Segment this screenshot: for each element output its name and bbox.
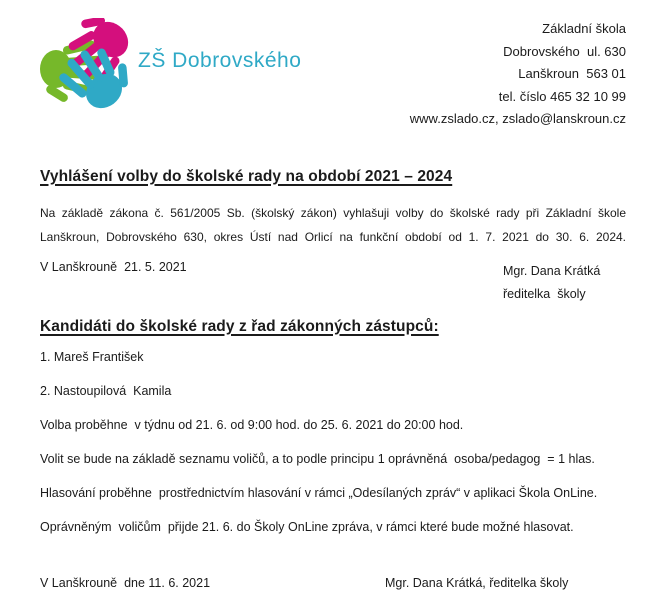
signature-block: [503, 260, 600, 306]
announcement-body: [40, 201, 626, 249]
candidate-item-2: 2. Nastoupilová Kamila: [40, 383, 172, 398]
letterhead-line-phone: tel. číslo 465 32 10 99: [498, 88, 626, 104]
voting-paragraph-schedule: Volba proběhne v týdnu od 21. 6. od 9:00 hod. do 25. 6. 2021 do 20:00 hod.: [40, 417, 464, 432]
signature-role: ředitelka školy: [503, 286, 586, 301]
footer-signature: Mgr. Dana Krátká, ředitelka školy: [385, 575, 569, 590]
letterhead-line-city: Lanškroun 563 01: [518, 66, 626, 81]
place-date-announcement: V Lanškrouně 21. 5. 2021: [40, 259, 187, 274]
candidate-item-1: 1. Mareš František: [40, 349, 144, 364]
voting-paragraph-method: Hlasování proběhne prostřednictvím hlasování v rámci „Odesílaných zpráv“ v aplikaci Škola OnLine.: [40, 485, 598, 500]
signature-row-announcement: [40, 260, 626, 307]
letterhead: [40, 14, 626, 131]
signature-row-footer: [40, 576, 626, 593]
announcement-body-line1: Na základě zákona č. 561/2005 Sb. (školský zákon) vyhlašuji volby do školské rady při Základní škole: [40, 205, 626, 220]
announcement-body-line2: Lanškroun, Dobrovského 630, okres Ústí nad Orlicí na funkční období od 1. 7. 2021 do 30. 6. 2024.: [40, 229, 626, 244]
letterhead-line-school: Základní škola: [542, 21, 626, 36]
announcement-heading: Vyhlášení volby do školské rady na období 2021 – 2024: [40, 167, 453, 185]
candidates-heading: Kandidáti do školské rady z řad zákonných zástupců:: [40, 317, 439, 335]
signature-name: Mgr. Dana Krátká: [503, 263, 601, 278]
place-date-footer: V Lanškrouně dne 11. 6. 2021: [40, 575, 211, 590]
school-logo-text: ZŠ Dobrovského: [138, 49, 302, 72]
voting-paragraph-principle: Volit se bude na základě seznamu voličů, a to podle principu 1 oprávněná osoba/pedagog = 1 hlas.: [40, 451, 595, 466]
letterhead-line-web-email: www.zslado.cz, zslado@lanskroun.cz: [409, 111, 626, 126]
letterhead-address-block: [410, 18, 626, 131]
voting-paragraph-message: Oprávněným voličům přijde 21. 6. do Školy OnLine zpráva, v rámci které bude možné hlasovat.: [40, 519, 574, 534]
school-logo: [40, 18, 301, 110]
letterhead-line-street: Dobrovského ul. 630: [503, 43, 626, 59]
hands-logo-icon: [40, 18, 132, 110]
